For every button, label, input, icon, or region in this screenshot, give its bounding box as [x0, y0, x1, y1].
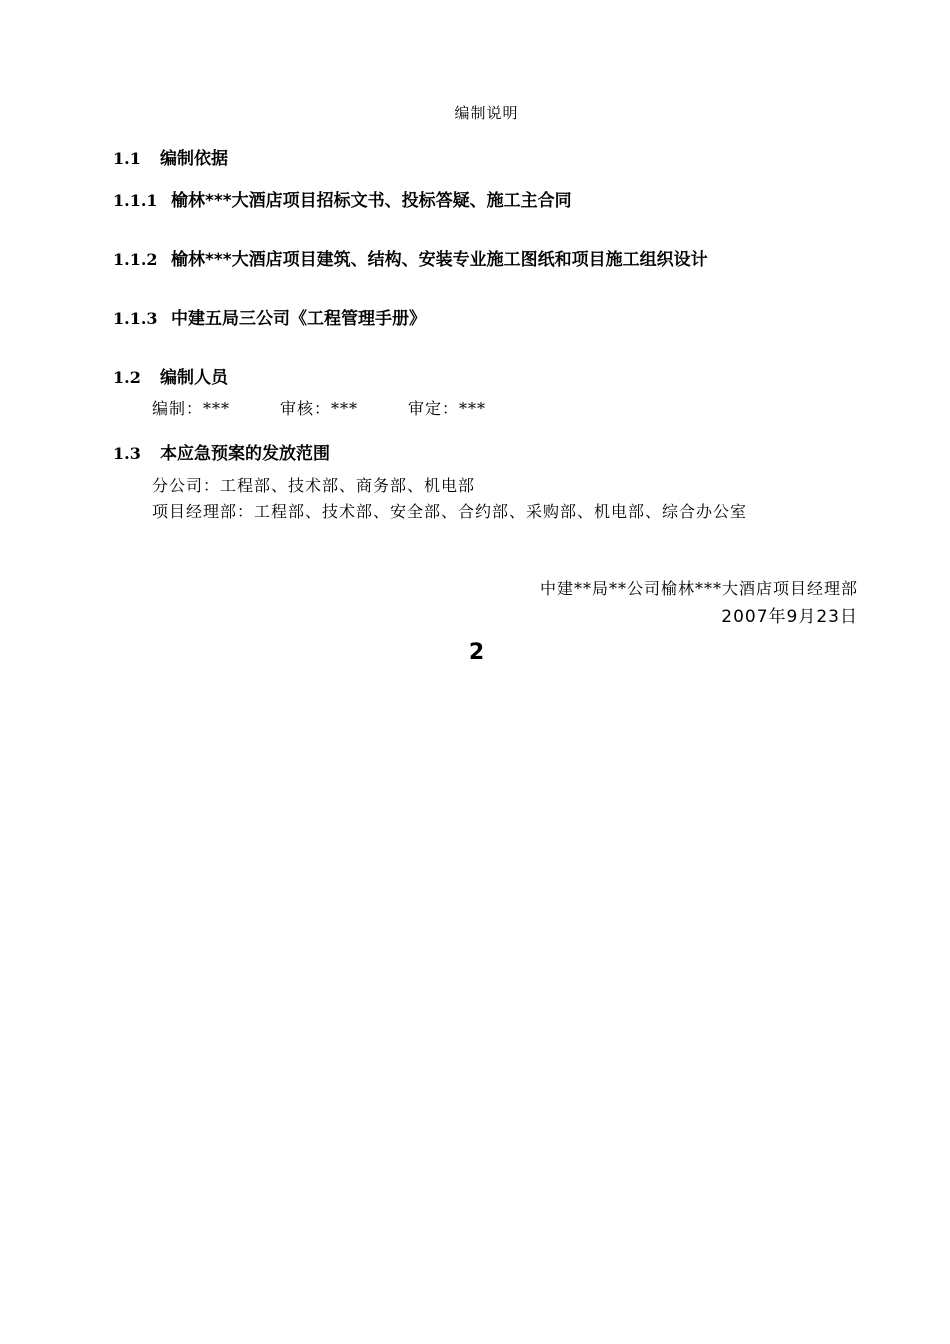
signature-org: 中建**局**公司榆林***大酒店项目经理部 [539, 579, 858, 598]
section-number: 1.2 [113, 368, 141, 387]
staff-line [152, 396, 486, 419]
section-number: 1.1 [113, 149, 141, 168]
document-title: 编制说明 [454, 104, 519, 122]
section-1-3-heading [113, 439, 330, 464]
section-1-1-3-heading [113, 304, 426, 329]
page-number: 2 [468, 640, 485, 665]
distribution-project: 项目经理部：工程部、技术部、安全部、合约部、采购部、机电部、综合办公室 [152, 502, 748, 521]
section-title: 榆林***大酒店项目招标文书、投标答疑、施工主合同 [171, 191, 572, 211]
section-1-1-heading [113, 144, 228, 169]
section-number: 1.1.2 [113, 250, 158, 269]
section-number: 1.3 [113, 444, 141, 463]
signature-date: 2007年9月23日 [721, 607, 858, 627]
section-title: 本应急预案的发放范围 [160, 444, 330, 464]
section-1-2-heading [113, 363, 228, 388]
compiler-text: 编制：*** [152, 399, 231, 418]
section-title: 榆林***大酒店项目建筑、结构、安装专业施工图纸和项目施工组织设计 [171, 250, 708, 270]
section-number: 1.1.3 [113, 309, 158, 328]
section-title: 中建五局三公司《工程管理手册》 [171, 309, 426, 329]
section-1-1-2-heading [113, 245, 708, 270]
reviewer-text: 审核：*** [280, 399, 359, 418]
section-number: 1.1.1 [113, 191, 158, 210]
section-1-1-1-heading [113, 186, 572, 211]
approver-text: 审定：*** [408, 399, 487, 418]
section-title: 编制人员 [160, 368, 228, 388]
distribution-branch: 分公司：工程部、技术部、商务部、机电部 [152, 476, 476, 495]
section-title: 编制依据 [160, 149, 228, 169]
